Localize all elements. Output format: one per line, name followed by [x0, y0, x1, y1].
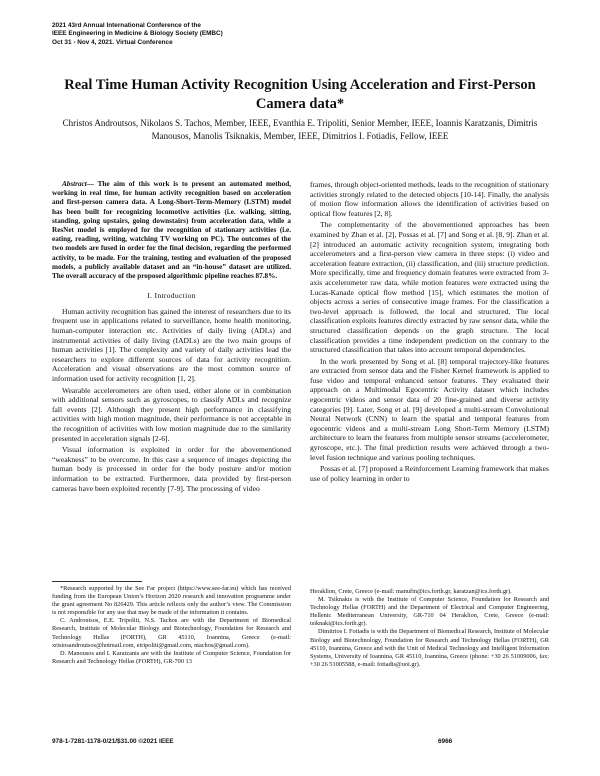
right-paragraph-2: The complementarity of the abovementioned approaches has been examined by Zhan et al. [2], Possas et al. [7] and Song et al. [8, 9]. Zhan et al. [2] introduced an automatic activity recognition system, integrating both accelerometers and a first-person view camera in three steps: (i) video and acceleration feature extraction, (ii) classification, and (iii) structure prediction. More specifically, time and frequency domain features were extracted from 3-axis accelerometer raw data, while motion features were extracted using the Lucas-Kanade optical flow method [15], which estimates the motion of objects across a series of consecutive image frames. For the classification a two-level approach is followed, the local and structured. The local classification exploits features directly extracted by raw sensor data, while the structured classification depends on the graph structure. The local classification provides a time independent prediction on the contrary to the structured classification that takes into account temporal dependencies. [310, 220, 549, 355]
right-column [310, 180, 549, 483]
footnotes-right [310, 588, 549, 669]
right-paragraph-1: frames, through object-oriented methods, leads to the recognition of stationary activities strongly related to the detected objects [10-14]. Finally, the analysis of motion flow information allows the identification of activities based on optical flow features [2, 8]. [310, 180, 549, 218]
abstract-text: — The aim of this work is to present an automated method, working in real time, for human activity recognition based on acceleration and first-person camera data. A Long-Short-Term-Memory (LSTM) model has been built for recognizing locomotive activities (i.e. walking, sitting, standing, going upstairs, going downstairs) from acceleration data, while a ResNet model is employed for the recognition of stationary activities (i.e. eating, reading, writing, watching TV working on PC). The outcomes of the two models are fused in order for the final decision, regarding the performed activity, to be made. For the training, testing and evaluation of the proposed models, a publicly available dataset and an “in-house” dataset are utilized. The overall accuracy of the proposed algorithmic pipeline reaches 87.8%. [52, 180, 291, 281]
right-paragraph-4: Possas et al. [7] proposed a Reinforcement Learning framework that makes use of policy learning in order to [310, 464, 549, 483]
footnote-affiliation-2: D. Manousos and I. Karatzanis are with the Institute of Computer Science, Foundation for Research and Technology Hellas (FORTH), GR-700 13 [52, 649, 291, 665]
conference-line-3: Oct 31 - Nov 4, 2021. Virtual Conference [52, 38, 173, 46]
paper-title: Real Time Human Activity Recognition Using Acceleration and First-Person Camera data* [64, 77, 536, 112]
footer-copyright: 978-1-7281-1178-0/21/$31.00 ©2021 IEEE [52, 738, 174, 745]
conference-line-2: IEEE Engineering in Medicine & Biology Society (EMBC) [52, 30, 223, 38]
intro-paragraph-3: Visual information is exploited in order for the abovementioned “weakness” to be overcome. In this case a sequence of images depicting the human body is processed in order for the body posture and/or motion information to be extracted. Furthermore, data provided by first-person cameras have been exploited recently [7-9]. The processing of video [52, 445, 291, 493]
conference-header [52, 22, 352, 47]
intro-paragraph-2: Wearable accelerometers are often used, either alone or in combination with additional sensors such as gyroscopes, to classify ADLs and recognize fall events [2]. Although they present high performance in classifying activities with high motion magnitude, their performance is not acceptable in the recognition of activities with low motion magnitude due to the similarity presented in acceleration signals [2-6]. [52, 385, 291, 443]
footnote-affiliation-3: M. Tsiknakis is with the Institute of Computer Science, Foundation for Research and Technology Hellas (FORTH) and the Department of Electrical and Computer Engineering, Hellenic Mediterranean University, GR-710 04 Heraklion, Crete, Greece (e-mail: tsiknaki@ics.forth.gr). [310, 596, 549, 628]
section-heading-introduction: I. Introduction [147, 291, 196, 301]
footnote-divider [52, 581, 142, 582]
right-paragraph-3: In the work presented by Song et al. [8] temporal trajectory-like features are extracted from sensor data and the Fisher Kernel framework is applied to fuse video and temporal enhanced sensor features. They evaluated their approach on a Multimodal Egocentric Activity dataset which includes egocentric videos and sensor data of 20 fine-grained and diverse activity categories [9]. Later, Song et al. [9] developed a multi-stream Convolutional Neural Network (CNN) to learn the spatial and temporal features from egocentric videos and a multi-stream Long Short-Term Memory (LSTM) architecture to learn the features from multiple sensor streams (accelerometer, gyroscope, etc.). The final prediction results were achieved through a two-level fusion technique and various pooling techniques. [310, 356, 549, 462]
left-column [52, 180, 291, 493]
footnotes-left [52, 585, 291, 666]
abstract-label: Abstract [62, 180, 87, 188]
footnote-affiliation-4: Dimitrios I. Fotiadis is with the Department of Biomedical Research, Institute of Molecular Biology and Biotechnology, Foundation for Research and Technology Hellas (FORTH), GR 45110, Ioannina, Greece and with the Unit of Medical Technology and Intelligent Information Systems, University of Ioannina, GR 45110, Ioannina, Greece (phone: +30 26 51009006, fax: +30 26 51005588, e-mail: fotiadis@uoi.gr). [310, 628, 549, 668]
conference-line-1: 2021 43rd Annual International Conference of the [52, 22, 201, 29]
author-list: Christos Androutsos, Nikolaos S. Tachos, Member, IEEE, Evanthia E. Tripoliti, Senior Member, IEEE, Ioannis Karatzanis, Dimitris Manousos, Manolis Tsiknakis, Member, IEEE, Dimitrios I. Fotiadis, Fellow, IEEE [62, 118, 538, 141]
abstract [52, 180, 291, 281]
footnote-funding: *Research supported by the See Far project (https://www.see-far.eu) which has received funding from the European Union’s Horizon 2020 research and innovation programme under the grant agreement No 826429. This article reflects only the author’s view. The Commission is not responsible for any use that may be made of the information it contains. [52, 585, 291, 617]
intro-paragraph-1: Human activity recognition has gained the interest of researchers due to its frequent use in applications related to surveillance, home health monitoring, human-computer interaction etc. Activities of daily living (ADLs) and instrumental activities of daily living (IADLs) are the two main groups of human activities [1]. The complexity and variety of daily activities lead the researchers to explore different sources of data for activity recognition. Acceleration and visual observations are the most common source of information used for activity recognition [1, 2]. [52, 306, 291, 383]
footnote-affiliation-2-cont: Heraklion, Crete, Greece (e-mail: manufin@ics.forth.gr, karatzan@ics.forth.gr). [310, 588, 512, 595]
page-number: 6966 [438, 738, 453, 745]
footnote-affiliation-1: C. Androutsos, E.E. Tripoliti, N.S. Tachos are with the Department of Biomedical Research, Institute of Molecular Biology and Biotechnology, Foundation for Research and Technology Hellas (FORTH), GR 45110, Ioannina, Greece (e-mail: xristosandroutsos@hotmail.com, etripoliti@gmail.com, ntachos@gmail.com). [52, 617, 291, 649]
